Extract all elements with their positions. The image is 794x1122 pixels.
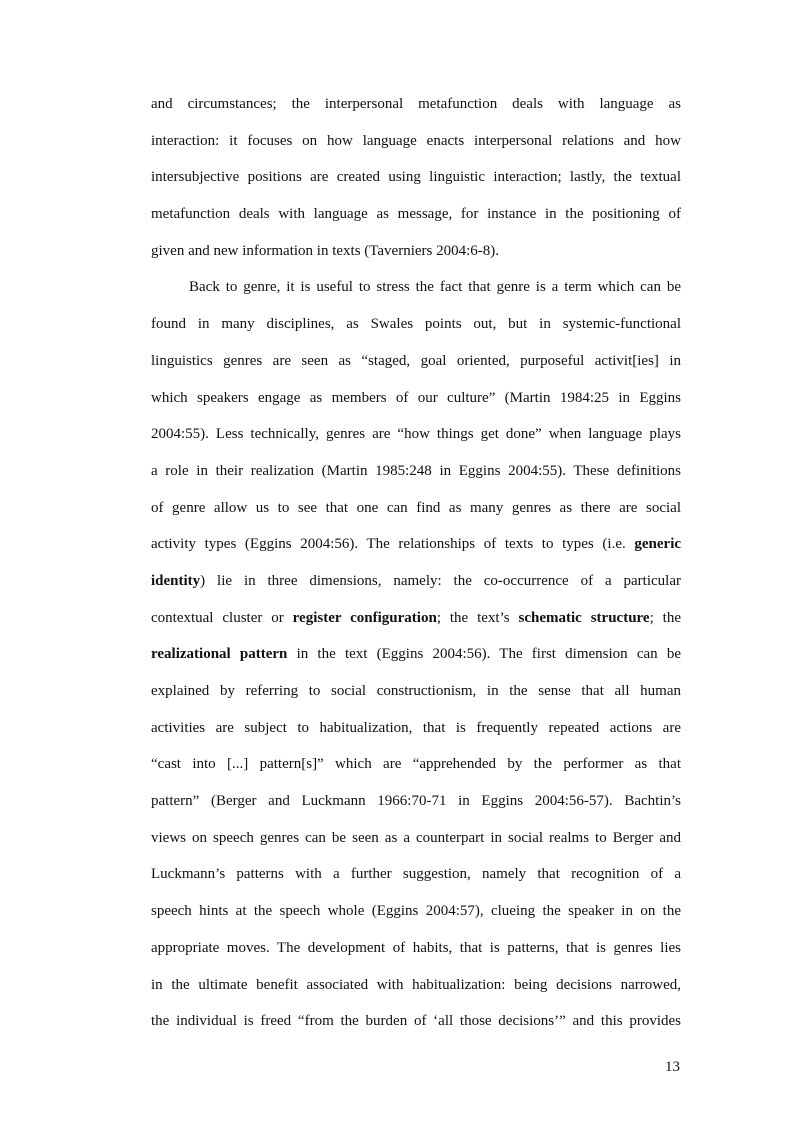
- text-line: intersubjective positions are created using linguistic interaction; lastly, the textual: [151, 169, 681, 186]
- text-segment: ; the: [649, 609, 681, 626]
- text-line: [151, 526, 681, 563]
- text-line: 2004:55). Less technically, genres are “how things get done” when language plays: [151, 426, 681, 443]
- text-line: which speakers engage as members of our culture” (Martin 1984:25 in Eggins: [151, 389, 681, 406]
- text-line: speech hints at the speech whole (Eggins 2004:57), clueing the speaker in on the: [151, 903, 681, 920]
- bold-term-schematic-structure: schematic structure: [518, 609, 650, 626]
- text-line: of genre allow us to see that one can find as many genres as there are social: [151, 499, 681, 516]
- text-line: the individual is freed “from the burden of ‘all those decisions’” and this provides: [151, 1013, 681, 1030]
- text-line: metafunction deals with language as message, for instance in the positioning of: [151, 206, 681, 223]
- text-segment: in the text (Eggins 2004:56). The first dimension can be: [287, 646, 681, 663]
- text-line: [151, 600, 681, 637]
- text-line: appropriate moves. The development of habits, that is patterns, that is genres lies: [151, 939, 681, 956]
- bold-term-identity: identity: [151, 572, 201, 589]
- text-segment: contextual cluster or: [151, 609, 293, 626]
- text-line: [151, 636, 681, 673]
- bold-term-generic: generic: [634, 536, 682, 553]
- text-line: explained by referring to social constructionism, in the sense that all human: [151, 683, 681, 699]
- text-line: given and new information in texts (Taverniers 2004:6-8).: [151, 242, 500, 259]
- text-line: interaction: it focuses on how language enacts interpersonal relations and how: [151, 132, 681, 149]
- text-line: and circumstances; the interpersonal metafunction deals with language as: [151, 96, 681, 112]
- text-line: Luckmann’s patterns with a further suggestion, namely that recognition of a: [151, 866, 681, 883]
- text-segment: activity types (Eggins 2004:56). The relationships of texts to types (i.e.: [151, 536, 626, 553]
- text-line: activities are subject to habitualization, that is frequently repeated actions are: [151, 719, 681, 736]
- text-line: “cast into [...] pattern[s]” which are “apprehended by the performer as that: [151, 756, 681, 773]
- text-line: a role in their realization (Martin 1985:248 in Eggins 2004:55). These definitions: [151, 462, 681, 479]
- text-line: views on speech genres can be seen as a counterpart in social realms to Berger and: [151, 829, 681, 846]
- text-line: pattern” (Berger and Luckmann 1966:70-71 in Eggins 2004:56-57). Bachtin’s: [151, 793, 681, 810]
- text-line: [151, 563, 681, 600]
- document-body: [151, 86, 681, 1040]
- bold-term-register-configuration: register configuration: [292, 609, 437, 626]
- paragraph-first-line: Back to genre, it is useful to stress the fact that genre is a term which can be: [189, 279, 681, 296]
- page-number: 13: [665, 1059, 680, 1075]
- text-segment: ) lie in three dimensions, namely: the co-occurrence of a particular: [200, 572, 681, 589]
- text-line: in the ultimate benefit associated with habitualization: being decisions narrowed,: [151, 976, 681, 993]
- bold-term-realizational-pattern: realizational pattern: [151, 646, 288, 663]
- text-line: found in many disciplines, as Swales points out, but in systemic-functional: [151, 316, 681, 333]
- text-segment: ; the text’s: [436, 609, 519, 626]
- text-line: linguistics genres are seen as “staged, goal oriented, purposeful activit[ies] in: [151, 352, 681, 369]
